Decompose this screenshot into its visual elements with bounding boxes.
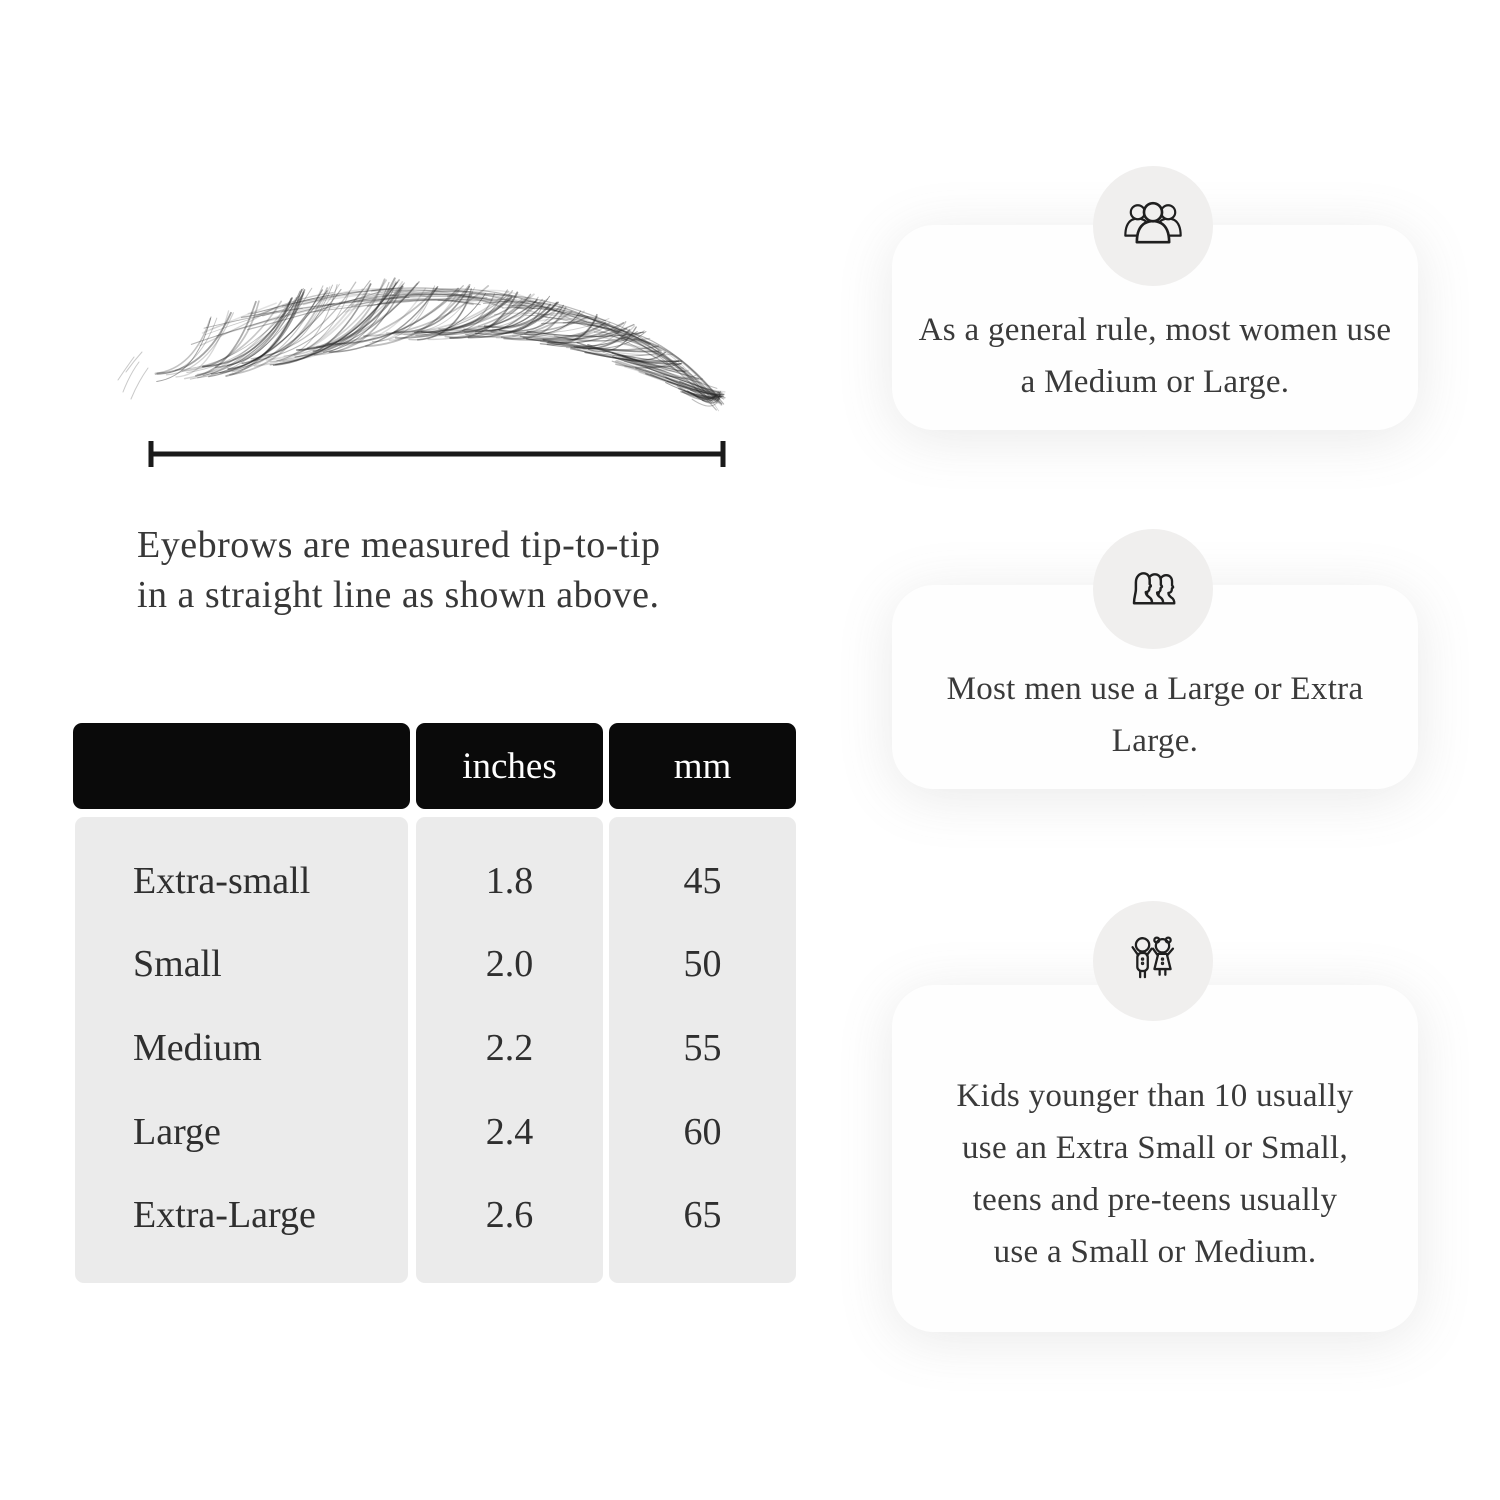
table-header-mm: mm xyxy=(609,723,796,809)
card-women-text: As a general rule, most women use a Medium or Large. xyxy=(918,311,1392,400)
card-kids xyxy=(892,985,1418,1332)
table-cell-inches: 2.4 xyxy=(485,1110,534,1153)
table-cell-mm: 55 xyxy=(683,1026,722,1069)
table-column-labels xyxy=(75,817,408,1283)
card-men-text: Most men use a Large or Extra Large. xyxy=(946,671,1364,759)
table-cell-inches: 2.2 xyxy=(485,1026,534,1069)
table-cell-mm: 45 xyxy=(683,859,722,902)
table-cell-inches: 2.6 xyxy=(485,1194,534,1237)
men-group-icon xyxy=(1115,551,1191,627)
children-icon xyxy=(1115,923,1191,999)
table-header-blank xyxy=(73,723,410,809)
table-row-label: Extra-small xyxy=(133,859,311,902)
table-row-label: Small xyxy=(133,943,222,986)
caption-line-1: Eyebrows are measured tip-to-tip xyxy=(137,524,661,566)
men-icon-circle xyxy=(1093,529,1213,649)
women-icon-circle xyxy=(1093,166,1213,286)
card-kids-text: Kids younger than 10 usually use an Extra Small or Small, teens and pre-teens usually use a Small or Medium. xyxy=(956,1077,1354,1270)
eyebrow-sketch-svg xyxy=(105,240,765,430)
table-cell-mm: 65 xyxy=(683,1194,722,1237)
table-cell-inches: 1.8 xyxy=(485,859,534,902)
table-cell-inches: 2.0 xyxy=(485,943,534,986)
eyebrow-illustration xyxy=(105,240,765,430)
table-cell-mm: 50 xyxy=(683,943,722,986)
measurement-line xyxy=(147,438,727,470)
table-row-label: Extra-Large xyxy=(133,1194,316,1237)
measurement-caption xyxy=(137,520,777,620)
table-header-inches: inches xyxy=(416,723,603,809)
table-column-inches xyxy=(416,817,603,1283)
women-group-icon xyxy=(1115,188,1191,264)
caption-line-2: in a straight line as shown above. xyxy=(137,574,660,616)
table-row-label: Medium xyxy=(133,1026,262,1069)
table-row-label: Large xyxy=(133,1110,221,1153)
table-cell-mm: 60 xyxy=(683,1110,722,1153)
kids-icon-circle xyxy=(1093,901,1213,1021)
table-column-mm xyxy=(609,817,796,1283)
